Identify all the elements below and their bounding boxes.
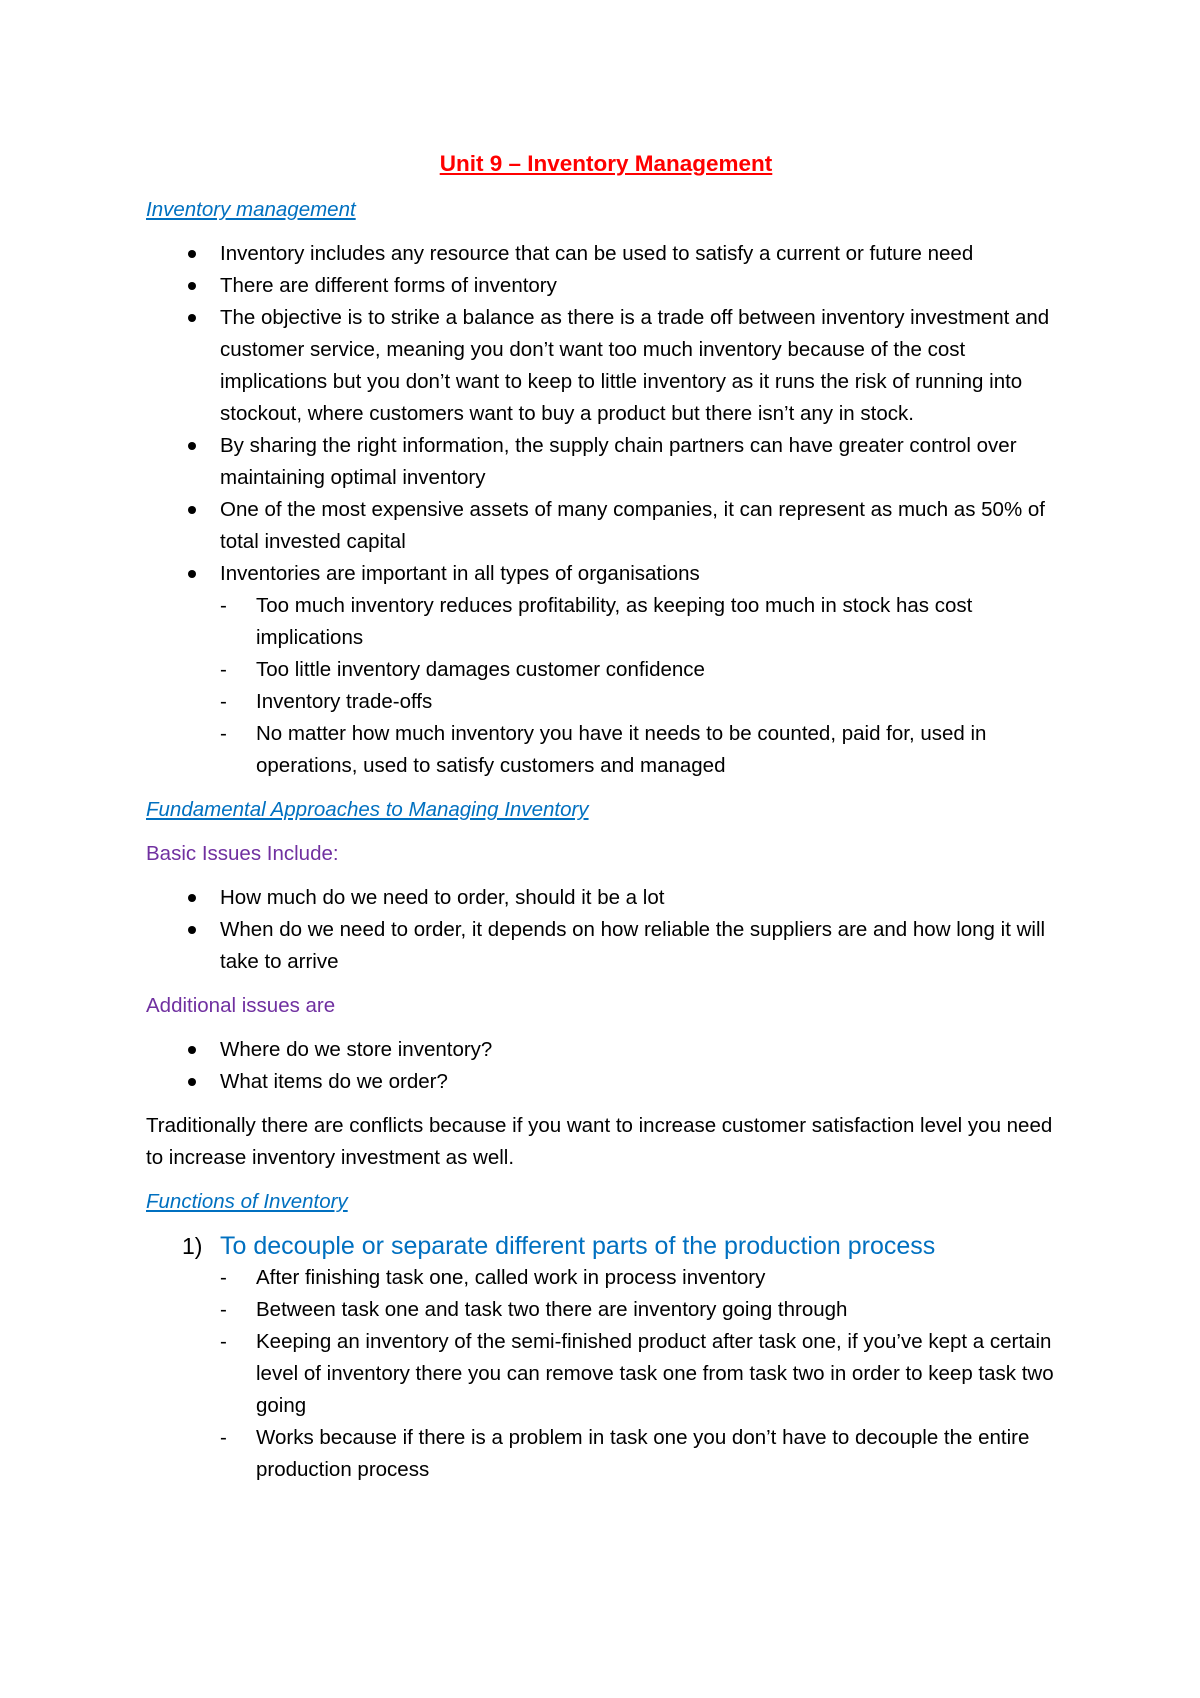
list-item-text: What items do we order?: [220, 1070, 448, 1093]
dash-marker: -: [220, 1330, 227, 1353]
dash-list: [146, 590, 1066, 782]
list-item: [146, 1034, 1066, 1066]
bullet-icon: [188, 314, 196, 322]
dash-marker: -: [220, 658, 227, 681]
dash-marker: -: [220, 1426, 227, 1449]
list-item-text: By sharing the right information, the supply chain partners can have greater control over maintaining optimal inventory: [220, 434, 1017, 489]
numbered-heading-text: To decouple or separate different parts of the production process: [220, 1232, 936, 1260]
list-item: [146, 914, 1066, 978]
bullet-list: [146, 238, 1066, 782]
list-item-text: When do we need to order, it depends on how reliable the suppliers are and how long it will take to arrive: [220, 918, 1046, 973]
list-number: 1): [182, 1233, 203, 1259]
dash-list: [146, 1262, 1066, 1486]
dash-item-text: Too much inventory reduces profitability, as keeping too much in stock has cost implications: [256, 594, 973, 649]
bullet-list: [146, 1034, 1066, 1098]
section-heading-functions-of-inventory: Functions of Inventory: [146, 1190, 348, 1213]
bullet-icon: [188, 1078, 196, 1086]
dash-item-text: No matter how much inventory you have it needs to be counted, paid for, used in operations, used to satisfy customers and managed: [256, 722, 987, 777]
dash-item: [146, 1422, 1066, 1486]
dash-marker: -: [220, 690, 227, 713]
dash-item-text: After finishing task one, called work in process inventory: [256, 1266, 766, 1289]
page-title: Unit 9 – Inventory Management: [439, 151, 773, 176]
dash-marker: -: [220, 1266, 227, 1289]
dash-marker: -: [220, 594, 227, 617]
list-item: [146, 882, 1066, 914]
bullet-icon: [188, 1046, 196, 1054]
dash-item: [146, 1262, 1066, 1294]
list-item: [146, 430, 1066, 494]
list-item: [146, 302, 1066, 430]
bullet-icon: [188, 894, 196, 902]
list-item-text: There are different forms of inventory: [220, 274, 557, 297]
list-item-text: The objective is to strike a balance as there is a trade off between inventory investment and customer service, meaning you don’t want too much inventory because of the cost implications but you don’t want to keep to little inventory as it runs the risk of running into stockout, where customers want to buy a product but there isn’t any in stock.: [220, 306, 1050, 425]
list-item: [146, 270, 1066, 302]
bullet-icon: [188, 282, 196, 290]
bullet-list: [146, 882, 1066, 978]
list-item: [146, 558, 1066, 782]
list-item-text: One of the most expensive assets of many companies, it can represent as much as 50% of total invested capital: [220, 498, 1045, 553]
section-heading-fundamental-approaches: Fundamental Approaches to Managing Inventory: [146, 798, 589, 821]
paragraph-conflicts: Traditionally there are conflicts because if you want to increase customer satisfaction level you need to increase inventory investment as well.: [146, 1114, 1053, 1169]
dash-item-text: Inventory trade-offs: [256, 690, 433, 713]
list-item-text: How much do we need to order, should it be a lot: [220, 886, 665, 909]
list-item-text: Where do we store inventory?: [220, 1038, 493, 1061]
dash-marker: -: [220, 1298, 227, 1321]
dash-item: [146, 1294, 1066, 1326]
bullet-icon: [188, 926, 196, 934]
dash-item: [146, 686, 1066, 718]
list-item: [146, 494, 1066, 558]
dash-item-text: Works because if there is a problem in task one you don’t have to decouple the entire production process: [256, 1426, 1030, 1481]
subheading-additional-issues: Additional issues are: [146, 994, 336, 1017]
document-page: [146, 140, 1066, 1486]
numbered-heading: [146, 1230, 1066, 1262]
list-item-text: Inventory includes any resource that can be used to satisfy a current or future need: [220, 242, 974, 265]
dash-marker: -: [220, 722, 227, 745]
bullet-icon: [188, 570, 196, 578]
section-heading-inventory-management: Inventory management: [146, 198, 356, 221]
subheading-basic-issues: Basic Issues Include:: [146, 842, 339, 865]
dash-item-text: Between task one and task two there are inventory going through: [256, 1298, 848, 1321]
dash-item: [146, 654, 1066, 686]
list-item: [146, 238, 1066, 270]
dash-item: [146, 718, 1066, 782]
bullet-icon: [188, 506, 196, 514]
dash-item-text: Keeping an inventory of the semi-finished product after task one, if you’ve kept a certain level of inventory there you can remove task one from task two in order to keep task two going: [256, 1330, 1054, 1417]
list-item-text: Inventories are important in all types of organisations: [220, 562, 700, 585]
dash-item: [146, 1326, 1066, 1422]
dash-item: [146, 590, 1066, 654]
list-item: [146, 1066, 1066, 1098]
dash-item-text: Too little inventory damages customer confidence: [256, 658, 705, 681]
bullet-icon: [188, 250, 196, 258]
bullet-icon: [188, 442, 196, 450]
